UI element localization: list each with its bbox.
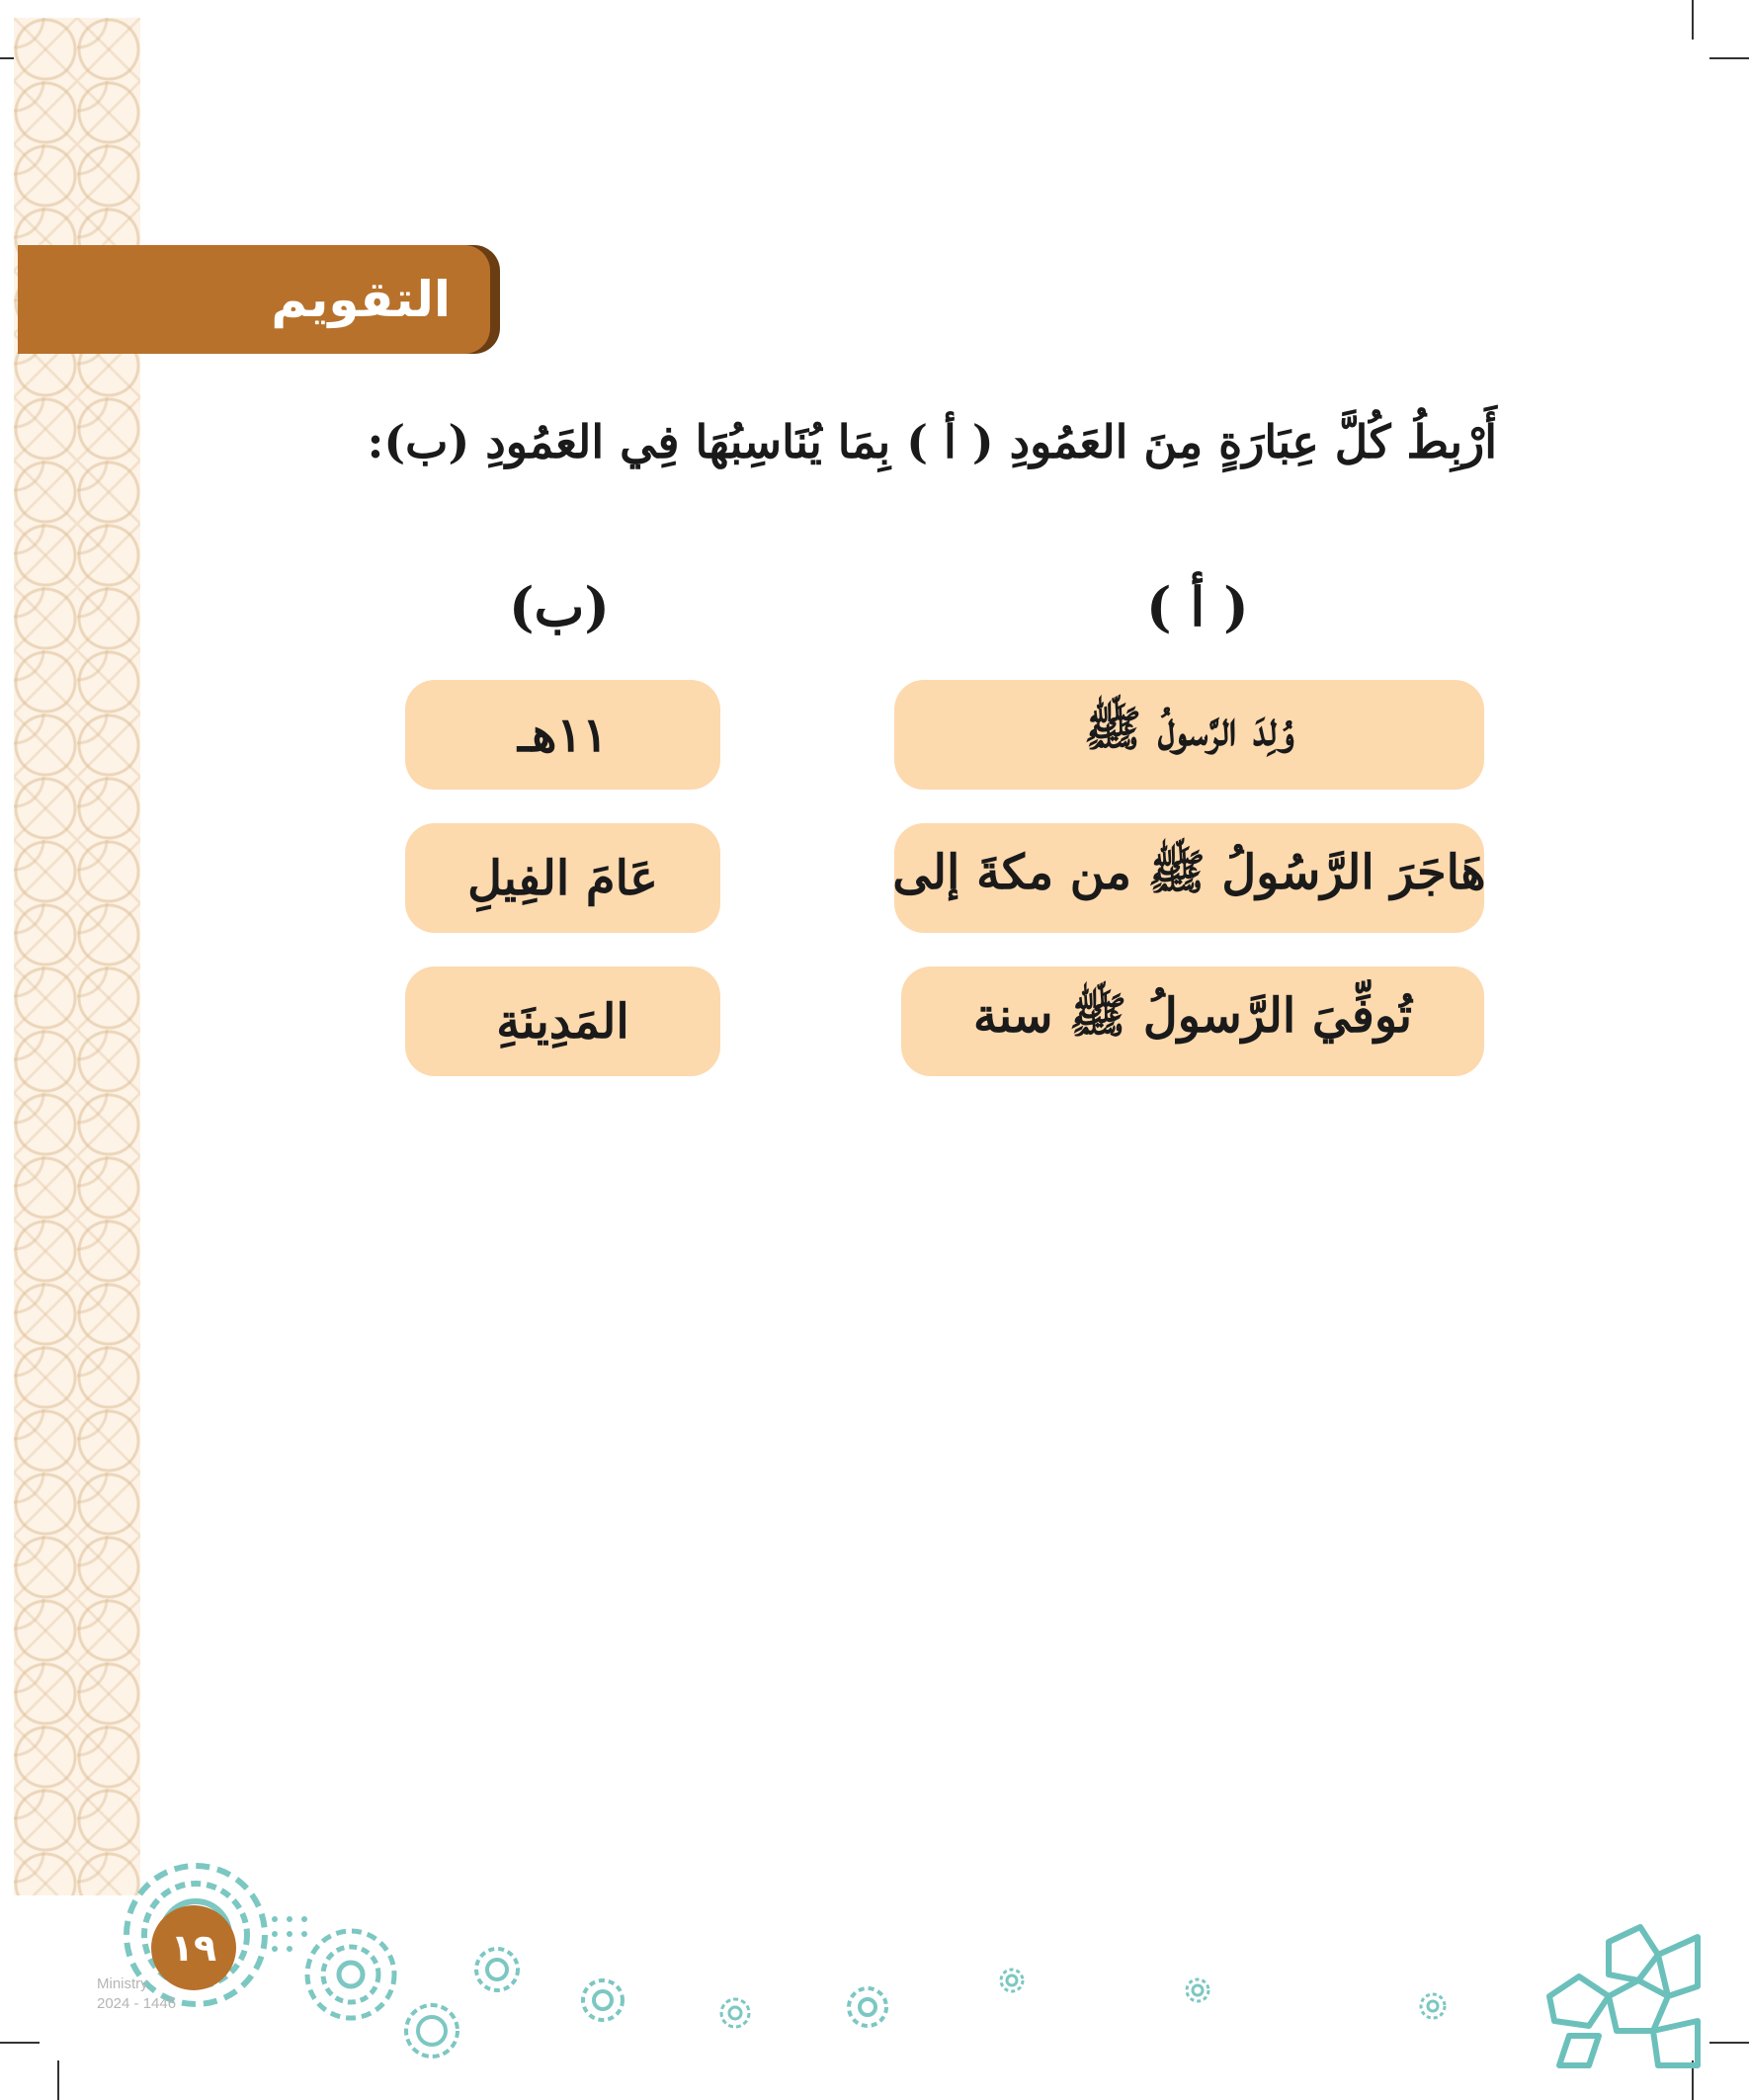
rosette-small-icon [1418,1991,1448,2021]
rosette-small-icon [845,1984,890,2030]
rosette-small-icon [402,2001,461,2060]
column-b-item[interactable]: عَامَ الفِيلِ [405,823,720,933]
rosette-small-icon [718,1996,752,2030]
crop-mark [1709,2042,1749,2044]
geometric-corner-icon [1530,1897,1703,2070]
column-a-label: ( أ ) [1146,575,1249,638]
column-b-item[interactable]: ١١هـ [405,680,720,790]
crop-mark [57,2060,59,2100]
ministry-line: Ministry [97,1975,148,1992]
instruction-text: أَرْبِطُ كُلَّ عِبَارَةٍ مِنَ العَمُودِ ( أ ) بِمَا يُنَاسِبُهَا فِي العَمُودِ (ب): [367,415,1497,468]
crop-mark [0,2042,40,2044]
ministry-year: 2024 - 1446 [97,1995,177,2012]
rosette-small-icon [998,1967,1026,1994]
column-a-item[interactable]: هَاجَرَ الرَّسُولُ ﷺ من مكةَ إلى [894,823,1484,933]
section-title: التقويم [271,271,451,328]
rosette-small-icon [579,1976,626,2024]
ministry-watermark [97,1974,235,2014]
page-number: ١٩ [151,1905,236,1990]
column-a-item[interactable]: تُوفِّيَ الرَّسولُ ﷺ سنة [901,966,1484,1076]
crop-mark [1692,0,1694,40]
section-header [18,245,490,354]
rosette-small-icon [1184,1976,1211,2004]
crop-mark [1709,57,1749,59]
rosette-icon [301,1925,400,2024]
rosette-small-icon [472,1945,522,1994]
column-b-label: (ب) [509,575,610,638]
column-a-item[interactable]: وُلِدَ الرَّسولُ ﷺ [894,680,1484,790]
column-b-item[interactable]: المَدِينَةِ [405,966,720,1076]
